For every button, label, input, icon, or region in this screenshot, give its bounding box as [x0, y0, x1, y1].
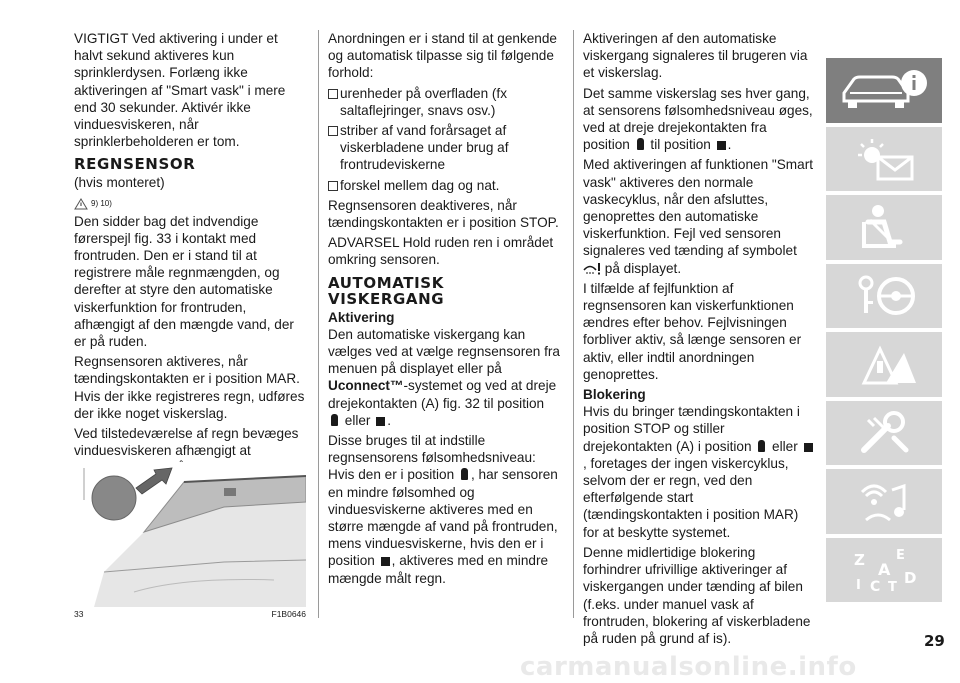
position-b-icon [381, 557, 390, 566]
paragraph-smart-wash: Med aktiveringen af funktionen "Smart vask" aktiveres den normale vaskecyklus, når den afsluttes, genoprettes den automatiske viskerfunktion. Fejl ved sensoren signaleres ved tænding af symbolet på displayet. [583, 157, 813, 276]
figure-number: 33 [74, 609, 84, 619]
index-letter: A [878, 559, 891, 579]
tab-index[interactable] [826, 538, 942, 603]
warning-paragraph: VIGTIGT Ved aktivering i under et halvt sekund aktiveres kun sprinklerdysen. Forlæng ikke aktiveringen af "Smart vask" i mere end 30 sekunder. Aktivér ikke vinduesviskeren, når sprinklerbeholderen er tom. [74, 31, 286, 150]
car-windshield-illustration [74, 462, 306, 607]
paragraph-conditions-intro: Anordningen er i stand til at genkende og automatisk tilpasse sig til følgende forhold: [328, 31, 557, 81]
reference-numbers: 9) 10) [91, 199, 112, 209]
position-a-icon [461, 468, 468, 480]
media-icon [844, 476, 924, 526]
section-subheading: (hvis monteret) [74, 175, 165, 191]
position-a-icon [637, 138, 644, 150]
paragraph-sensitivity-increase: Det samme viskerslag ses hver gang, at sensorens følsomhedsniveau øges, ved at dreje drejekontakten fra position til position . [583, 85, 813, 153]
paragraph-auto-wiper: Den automatiske viskergang kan vælges ved at vælge regnsensoren fra menuen på displayet eller på Uconnect™-systemet og ved at dreje drejekontakten (A) fig. 32 til position eller . [328, 326, 560, 428]
position-b-icon [804, 443, 813, 452]
car-info-icon [838, 67, 930, 113]
bullet-item: striber af vand forårsaget af viskerbladene under brug af frontrudeviskerne [328, 122, 560, 174]
position-b-icon [376, 417, 385, 426]
index-letter: C [870, 578, 881, 595]
bullet-item: forskel mellem dag og nat. [328, 177, 560, 194]
warning-ref-icon [74, 198, 88, 210]
index-letter: I [856, 577, 861, 593]
page-number: 29 [924, 632, 945, 650]
column-divider-1 [318, 30, 319, 618]
index-letter: Z [854, 550, 865, 569]
paragraph-temporary-block: Denne midlertidige blokering forhindrer ufrivillige aktiveringer af viskergangen under tænding af bilen (f.eks. under manuel vask af frontruden, blokering af viskerbladene på ruden på grund af is). [583, 544, 811, 646]
warning-road-icon [844, 339, 924, 389]
position-a-icon [331, 414, 338, 426]
index-letter: D [904, 568, 917, 587]
tab-lights-warnings[interactable] [826, 127, 942, 192]
paragraph-sensitivity: Disse bruges til at indstille regnsensorens følsomhedsniveau: Hvis den er i position , har sensoren en mindre følsomhed og vinduesviskerne aktiveres med en større mængde af vand på frontruden, mens vinduesviskerne, hvis den er i position , aktiveres med en mindre mængde målt regn. [328, 433, 558, 586]
paragraph-blocking: Hvis du bringer tændingskontakten i position STOP og stiller drejekontakten (A) i position eller , foretages der ingen viskercyklus, selvom der er regn, ved den efterfølgende start (tændingskontakten i position MAR) for at beskytte systemet. [583, 403, 815, 541]
column-3 [583, 30, 815, 650]
bullet-item: urenheder på overfladen (fx saltaflejringer, snavs osv.) [328, 85, 560, 119]
rain-sensor-fault-icon [583, 262, 601, 275]
watermark-text: carmanualsonline.info [520, 652, 857, 682]
paragraph-deactivation: Regnsensoren deaktiveres, når tændingskontakten er i position STOP. [328, 197, 559, 231]
column-1 [74, 30, 306, 480]
tab-maintenance[interactable] [826, 401, 942, 466]
paragraph-fault: I tilfælde af fejlfunktion af regnsensoren kan viskerfunktionen ændres efter behov. Fejlvisningen forbliver aktiv, så længe sensoren er aktiv, eller indtil anordningen genoprettes. [583, 280, 802, 382]
figure-caption [74, 609, 306, 619]
figure-33-image [74, 462, 306, 607]
paragraph-signal: Aktiveringen af den automatiske viskergang signaleres til brugeren via et viskerslag. [583, 31, 808, 81]
lights-warning-icon [844, 135, 924, 183]
airbag-seat-icon [854, 202, 914, 252]
paragraph-rain: Ved tilstedeværelse af regn bevæges vinduesviskeren afhængigt at [74, 426, 299, 459]
section-heading-auto-wiper: AUTOMATISK VISKERGANG [328, 273, 445, 308]
tab-multimedia[interactable] [826, 469, 942, 534]
subheading-blocking: Blokering [583, 387, 646, 403]
column-2 [328, 30, 560, 590]
paragraph-activation: Regnsensoren aktiveres, når tændingskontakten er i position MAR. Hvis der ikke registreres regn, udføres der ikke noget viskerslag. [74, 354, 305, 421]
position-b-icon [717, 141, 726, 150]
maintenance-icon [844, 408, 924, 458]
column-divider-2 [573, 30, 574, 618]
index-letter: T [888, 579, 897, 595]
paragraph-warning: ADVARSEL Hold ruden ren i området omkring sensoren. [328, 235, 554, 268]
tab-safety[interactable] [826, 195, 942, 260]
uconnect-label: Uconnect™ [328, 378, 404, 394]
tab-emergency[interactable] [826, 332, 942, 397]
figure-code: F1B0646 [271, 609, 306, 619]
key-steering-icon [844, 271, 924, 321]
reference-row [74, 195, 306, 213]
subheading-activation: Aktivering [328, 309, 395, 325]
position-a-icon [758, 440, 765, 452]
tab-car-info[interactable] [826, 58, 942, 123]
index-letter: E [896, 547, 905, 563]
index-icon [844, 545, 924, 595]
chapter-sidebar [826, 58, 942, 606]
section-heading-rain-sensor: REGNSENSOR [74, 155, 196, 174]
paragraph-location: Den sidder bag det indvendige førerspejl fig. 33 i kontakt med frontruden. Den er i stand til at registrere måle regnmængden, og derefter at styre den automatiske viskerfunktion for frontruden, afhængigt af den mængde vand, der er på ruden. [74, 213, 294, 350]
tab-starting-driving[interactable] [826, 264, 942, 329]
